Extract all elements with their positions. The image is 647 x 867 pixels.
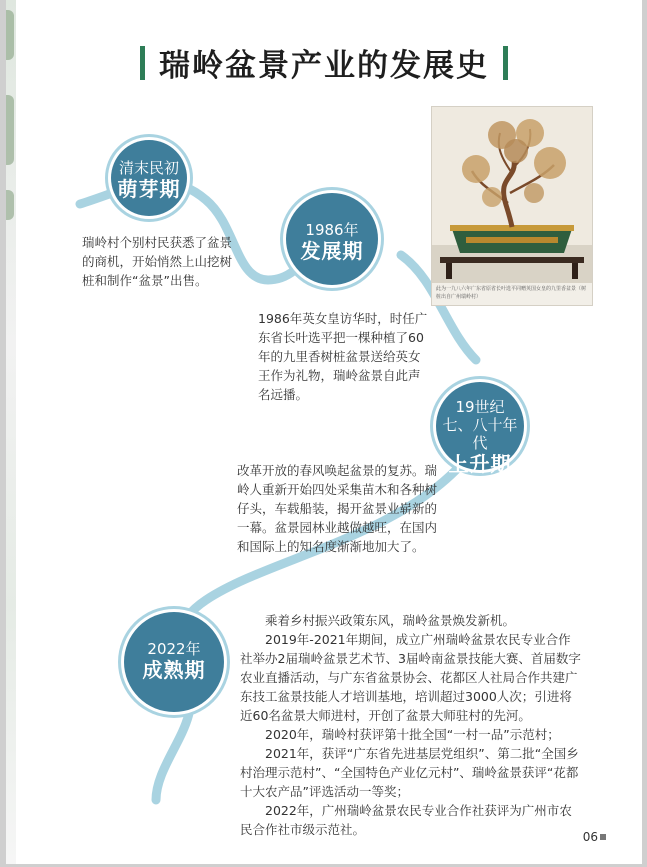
stage-period: 清末民初 <box>118 159 179 177</box>
stage-badge-development <box>286 193 378 285</box>
mature-paragraph: 2022年，广州瑞岭盆景农民专业合作社获评为广州市农民合作社市级示范社。 <box>240 803 572 837</box>
stage-name: 上升期 <box>448 452 512 476</box>
stage-badge-sprout <box>111 140 187 216</box>
stage-text-development: 1986年英女皇访华时，时任广东省长叶选平把一棵种植了60年的九里香树桩盆景送给英女王作为礼物，瑞岭盆景自此声名远播。 <box>258 311 428 402</box>
stage-period: 2022年 <box>147 640 201 658</box>
page-number-text: 06 <box>582 830 598 844</box>
stage-text-mature <box>240 611 582 839</box>
mature-paragraph: 2021年，获评“广东省先进基层党组织”、第二批“全国乡村治理示范村”、“全国特色产业亿元村”、瑞岭盆景获评“花都十大农产品”评选活动一等奖； <box>240 746 579 799</box>
bonsai-photo <box>431 106 593 306</box>
mature-paragraph: 2020年，瑞岭村获评第十批全国“一村一品”示范村； <box>265 727 560 742</box>
stage-badge-mature <box>124 612 224 712</box>
stage-period: 19世纪 <box>455 398 505 416</box>
bonsai-illustration <box>432 107 592 283</box>
stage-name: 成熟期 <box>142 658 206 682</box>
stage-text-rise: 改革开放的春风唤起盆景的复苏。瑞岭人重新开始四处采集苗木和各种树仔头，车载船装，揭开盆景业崭新的一幕。盆景园林业越做越旺，在国内和国际上的知名度渐渐地加大了。 <box>237 463 438 554</box>
stage-period: 1986年 <box>305 221 359 239</box>
stage-name: 发展期 <box>300 239 364 263</box>
stage-name: 萌芽期 <box>117 177 181 201</box>
stage-text-sprout: 瑞岭村个别村民获悉了盆景的商机，开始悄然上山挖树桩和制作“盆景”出售。 <box>82 235 233 288</box>
mature-paragraph: 2019年-2021年期间，成立广州瑞岭盆景农民专业合作社举办2届瑞岭盆景艺术节、3届岭南盆景技能大赛、首届数字农业直播活动，与广东省盆景协会、花都区人社局合作共建广东技工盆景技能人才培训基地，培训超过3000人次；引进将近60名盆景大师进村，开创了盆景大师驻村的先河。 <box>240 632 581 723</box>
page-title-text: 瑞岭盆景产业的发展史 <box>159 48 489 84</box>
photo-caption: 此为一九八六年广东省原省长叶选平同赠英国女皇的九里香盆景（树桩出自广州瑞岭村） <box>436 286 587 300</box>
page <box>6 0 642 864</box>
page-number <box>583 830 606 844</box>
stage-badge-rise <box>436 382 524 476</box>
stage-period-line2: 七、八十年代 <box>442 416 518 452</box>
mature-paragraph: 乘着乡村振兴政策东风，瑞岭盆景焕发新机。 <box>265 613 516 628</box>
